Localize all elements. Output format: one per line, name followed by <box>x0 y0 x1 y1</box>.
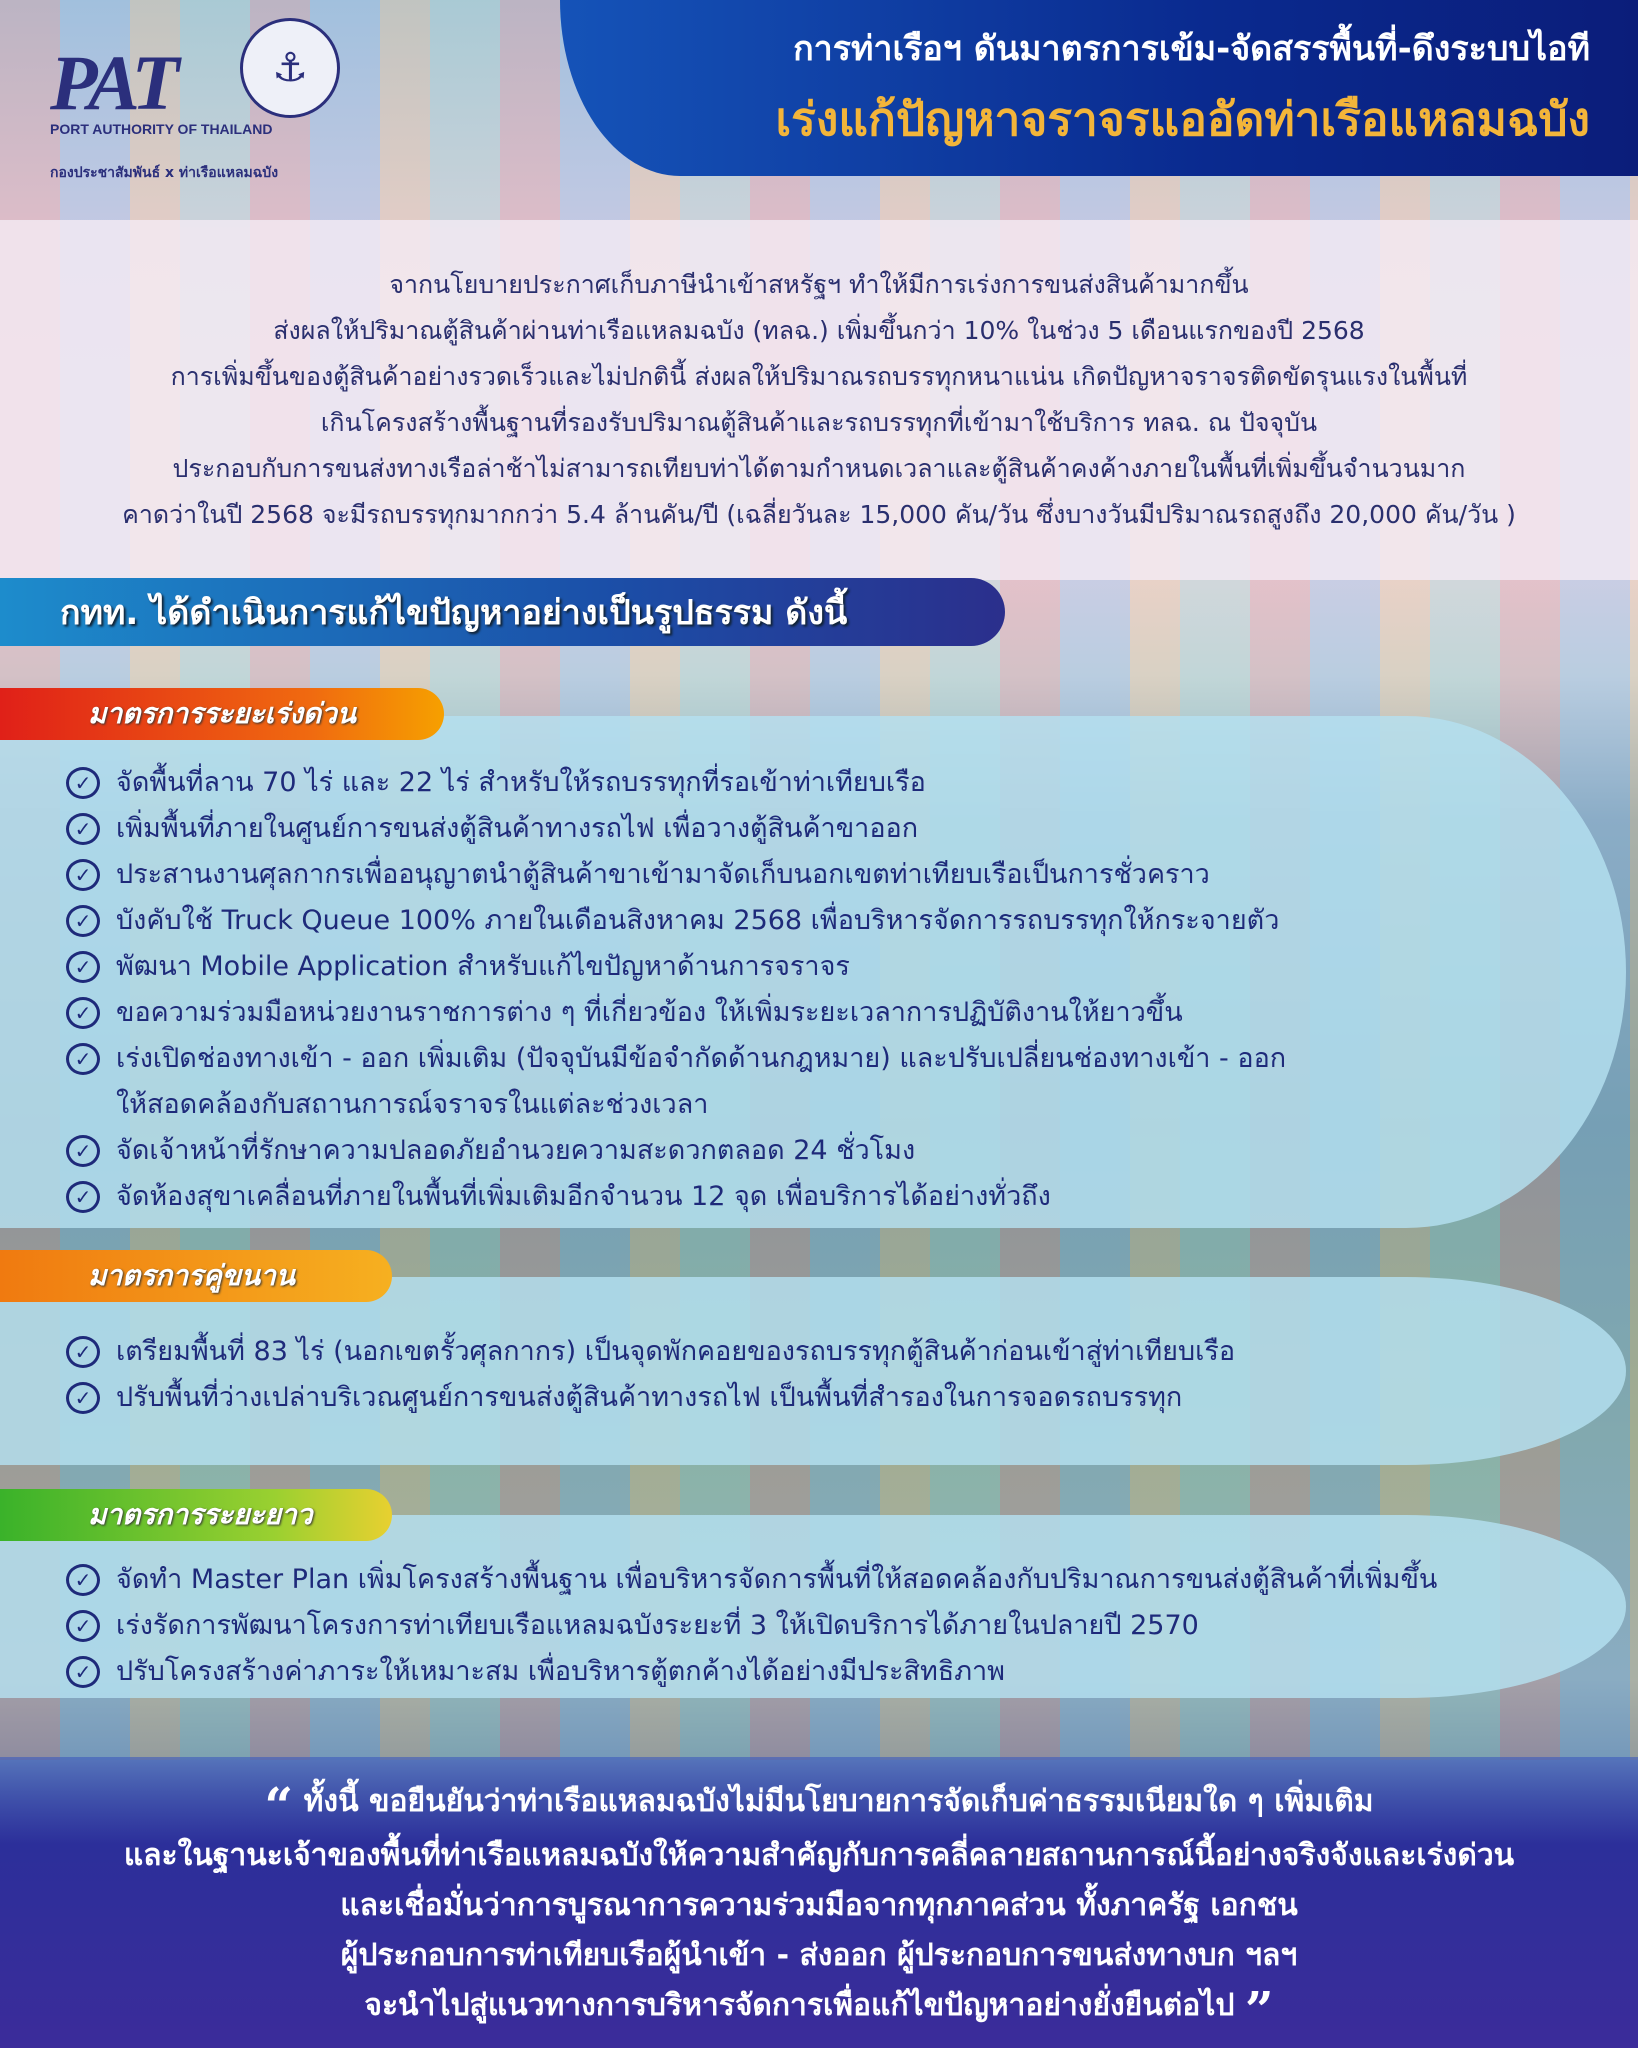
check-icon: ✓ <box>66 1181 100 1213</box>
list-item: ✓ ปรับโครงสร้างค่าภาระให้เหมาะสม เพื่อบริหารตู้ตกค้างได้อย่างมีประสิทธิภาพ <box>66 1649 1626 1695</box>
pat-logo <box>50 18 340 138</box>
headline-1: การท่าเรือฯ ดันมาตรการเข้ม-จัดสรรพื้นที่-ดึงระบบไอที <box>793 28 1590 69</box>
list-item: ✓ จัดห้องสุขาเคลื่อนที่ภายในพื้นที่เพิ่มเติมอีกจำนวน 12 จุด เพื่อบริการได้อย่างทั่วถึง <box>66 1174 1626 1220</box>
intro-line: ประกอบกับการขนส่งทางเรือล่าช้าไม่สามารถเทียบท่าได้ตามกำหนดเวลาและตู้สินค้าคงค้างภายในพื้นที่เพิ่มขึ้นจำนวนมาก <box>172 454 1466 483</box>
check-icon: ✓ <box>66 1610 100 1642</box>
list-item-continuation: ให้สอดคล้องกับสถานการณ์จราจรในแต่ละช่วงเวลา <box>116 1089 709 1120</box>
check-icon: ✓ <box>66 1564 100 1596</box>
actions-banner: กทท. ได้ดำเนินการแก้ไขปัญหาอย่างเป็นรูปธรรม ดังนี้ <box>0 578 1005 646</box>
list-item: ✓ จัดพื้นที่ลาน 70 ไร่ และ 22 ไร่ สำหรับให้รถบรรทุกที่รอเข้าท่าเทียบเรือ <box>66 760 1626 806</box>
logo-mark: PAT <box>50 39 176 126</box>
header-panel <box>560 0 1638 176</box>
quote-line: ทั้งนี้ ขอยืนยันว่าท่าเรือแหลมฉบังไม่มีนโยบายการจัดเก็บค่าธรรมเนียมใด ๆ เพิ่มเติม <box>303 1784 1374 1819</box>
check-icon: ✓ <box>66 767 100 799</box>
check-icon: ✓ <box>66 1336 100 1368</box>
intro-line: จากนโยบายประกาศเก็บภาษีนำเข้าสหรัฐฯ ทำให้มีการเร่งการขนส่งสินค้ามากขึ้น <box>389 270 1249 299</box>
department-label: กองประชาสัมพันธ์ x ท่าเรือแหลมฉบัง <box>50 165 279 181</box>
list-item: ✓ เพิ่มพื้นที่ภายในศูนย์การขนส่งตู้สินค้าทางรถไฟ เพื่อวางตู้สินค้าขาออก <box>66 806 1626 852</box>
section-tag-parallel: มาตรการคู่ขนาน <box>0 1250 392 1302</box>
section-tag-long-term: มาตรการระยะยาว <box>0 1489 392 1541</box>
check-icon: ✓ <box>66 905 100 937</box>
open-quote-icon: “ <box>264 1776 294 1835</box>
section-panel-urgent <box>0 716 1626 1228</box>
list-item: ✓ จัดทำ Master Plan เพิ่มโครงสร้างพื้นฐาน เพื่อบริหารจัดการพื้นที่ให้สอดคล้องกับปริมาณการขนส่งตู้สินค้าที่เพิ่มขึ้น <box>66 1557 1626 1603</box>
list-item: ✓ เตรียมพื้นที่ 83 ไร่ (นอกเขตรั้วศุลกากร) เป็นจุดพักคอยของรถบรรทุกตู้สินค้าก่อนเข้าสู่ท่าเทียบเรือ <box>66 1329 1626 1375</box>
list-item: ✓ ขอความร่วมมือหน่วยงานราชการต่าง ๆ ที่เกี่ยวข้อง ให้เพิ่มระยะเวลาการปฏิบัติงานให้ยาวขึ้น <box>66 990 1626 1036</box>
intro-line: เกินโครงสร้างพื้นฐานที่รองรับปริมาณตู้สินค้าและรถบรรทุกที่เข้ามาใช้บริการ ทลฉ. ณ ปัจจุบัน <box>320 408 1318 437</box>
logo-org-name: PORT AUTHORITY OF THAILAND <box>50 121 273 137</box>
check-icon: ✓ <box>66 813 100 845</box>
intro-line: ส่งผลให้ปริมาณตู้สินค้าผ่านท่าเรือแหลมฉบัง (ทลฉ.) เพิ่มขึ้นกว่า 10% ในช่วง 5 เดือนแรกของปี 2568 <box>273 316 1365 345</box>
list-item: ✓ ปรับพื้นที่ว่างเปล่าบริเวณศูนย์การขนส่งตู้สินค้าทางรถไฟ เป็นพื้นที่สำรองในการจอดรถบรรทุก <box>66 1375 1626 1421</box>
section-tag-urgent: มาตรการระยะเร่งด่วน <box>0 688 444 740</box>
check-icon: ✓ <box>66 1043 100 1075</box>
section-panel-long-term <box>0 1515 1626 1698</box>
intro-line: คาดว่าในปี 2568 จะมีรถบรรทุกมากกว่า 5.4 ล้านคัน/ปี (เฉลี่ยวันละ 15,000 คัน/วัน ซึ่งบางวันมีปริมาณรถสูงถึง 20,000 คัน/วัน ) <box>122 500 1516 529</box>
list-item: ✓ พัฒนา Mobile Application สำหรับแก้ไขปัญหาด้านการจราจร <box>66 944 1626 990</box>
list-item: ✓ จัดเจ้าหน้าที่รักษาความปลอดภัยอำนวยความสะดวกตลอด 24 ชั่วโมง <box>66 1128 1626 1174</box>
quote-line: และเชื่อมั่นว่าการบูรณาการความร่วมมือจากทุกภาคส่วน ทั้งภาครัฐ เอกชน <box>340 1888 1298 1923</box>
quote-line: และในฐานะเจ้าของพื้นที่ท่าเรือแหลมฉบังให้ความสำคัญกับการคลี่คลายสถานการณ์นี้อย่างจริงจังและเร่งด่วน <box>123 1838 1515 1873</box>
list-item: ✓ บังคับใช้ Truck Queue 100% ภายในเดือนสิงหาคม 2568 เพื่อบริหารจัดการรถบรรทุกให้กระจายตัว <box>66 898 1626 944</box>
intro-text <box>0 262 1638 538</box>
intro-line: การเพิ่มขึ้นของตู้สินค้าอย่างรวดเร็วและไม่ปกตินี้ ส่งผลให้ปริมาณรถบรรทุกหนาแน่น เกิดปัญหาจราจรติดขัดรุนแรงในพื้นที่ <box>170 362 1468 391</box>
closing-quote <box>0 1757 1638 2048</box>
seal-icon: ⚓ <box>240 18 340 118</box>
headline-2: เร่งแก้ปัญหาจราจรแออัดท่าเรือแหลมฉบัง <box>775 91 1590 146</box>
check-icon: ✓ <box>66 997 100 1029</box>
close-quote-icon: ” <box>1244 1980 1274 2039</box>
list-item: ✓ เร่งรัดการพัฒนาโครงการท่าเทียบเรือแหลมฉบังระยะที่ 3 ให้เปิดบริการได้ภายในปลายปี 2570 <box>66 1603 1626 1649</box>
quote-line: จะนำไปสู่แนวทางการบริหารจัดการเพื่อแก้ไขปัญหาอย่างยั่งยืนต่อไป <box>364 1988 1235 2023</box>
check-icon: ✓ <box>66 1382 100 1414</box>
list-item: ✓ เร่งเปิดช่องทางเข้า - ออก เพิ่มเติม (ปัจจุบันมีข้อจำกัดด้านกฎหมาย) และปรับเปลี่ยนช่องทางเข้า - ออก <box>66 1036 1626 1082</box>
quote-line: ผู้ประกอบการท่าเทียบเรือผู้นำเข้า - ส่งออก ผู้ประกอบการขนส่งทางบก ฯลฯ <box>340 1938 1298 1973</box>
list-item: ✓ ประสานงานศุลกากรเพื่ออนุญาตนำตู้สินค้าขาเข้ามาจัดเก็บนอกเขตท่าเทียบเรือเป็นการชั่วคราว <box>66 852 1626 898</box>
check-icon: ✓ <box>66 859 100 891</box>
section-panel-parallel <box>0 1277 1626 1465</box>
check-icon: ✓ <box>66 951 100 983</box>
check-icon: ✓ <box>66 1135 100 1167</box>
check-icon: ✓ <box>66 1656 100 1688</box>
